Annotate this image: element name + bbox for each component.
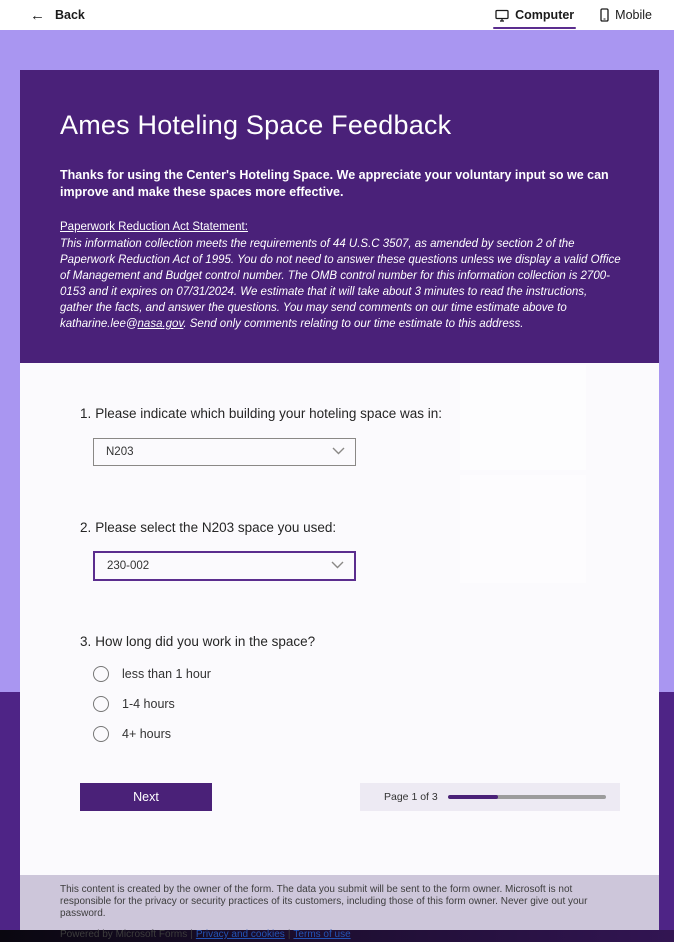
radio-label: 1-4 hours <box>122 697 175 711</box>
radio-option-less-than-1-hour[interactable] <box>93 665 211 683</box>
question-2-text: Please select the N203 space you used: <box>95 520 337 535</box>
radio-label: less than 1 hour <box>122 667 211 681</box>
computer-monitor-icon <box>495 9 509 22</box>
back-button[interactable] <box>30 4 85 26</box>
tab-mobile-label: Mobile <box>615 8 652 22</box>
next-button[interactable]: Next <box>80 783 212 811</box>
progress-indicator <box>360 783 620 811</box>
nasa-email-link[interactable]: nasa.gov <box>137 318 184 330</box>
form-intro-text: Thanks for using the Center's Hoteling Space. We appreciate your voluntary input so we can improve and make these spaces more effective. <box>60 168 609 199</box>
pra-statement-body <box>60 236 622 332</box>
page-count-label: Page 1 of 3 <box>384 791 438 803</box>
radio-label: 4+ hours <box>122 727 171 741</box>
form-card <box>20 70 659 940</box>
building-dropdown-value: N203 <box>106 446 134 458</box>
view-mode-tabs <box>491 0 656 30</box>
top-bar <box>0 0 674 30</box>
form-footer <box>20 875 659 940</box>
question-1-label <box>80 406 442 421</box>
footer-links-line <box>60 929 619 941</box>
question-3-label <box>80 634 315 649</box>
tab-mobile[interactable] <box>596 0 656 30</box>
pra-body-text-1: This information collection meets the requirements of 44 U.S.C 3507, as amended by section 2 of the Paperwork Reduction Act of 1995. You do not need to answer these questions unless we display a valid Office of Management and Budget control number. The OMB control number for this information collection is 2700-0153 and it expires on 07/31/2024. We estimate that it will take about 3 minutes to read the instructions, gather the facts, and answer the questions. You may send comments on our time estimate above to katharine.lee@ <box>60 238 621 330</box>
progress-bar <box>448 795 606 799</box>
radio-circle-icon <box>93 726 109 742</box>
radio-option-4-plus-hours[interactable] <box>93 725 171 743</box>
form-body <box>20 363 659 875</box>
footer-disclaimer: This content is created by the owner of the form. The data you submit will be sent to the form owner. Microsoft is not responsible for the privacy or security practices of its customers, including those of this form owner. Never give out your password. <box>60 884 588 919</box>
form-title: Ames Hoteling Space Feedback <box>60 110 452 140</box>
pra-body-text-2: . Send only comments relating to our time estimate to this address. <box>183 318 524 330</box>
radio-option-1-4-hours[interactable] <box>93 695 175 713</box>
tab-computer[interactable] <box>491 0 578 30</box>
privacy-link[interactable]: Privacy and cookies <box>195 929 285 940</box>
question-2-label <box>80 520 336 535</box>
form-header <box>20 70 659 363</box>
back-label: Back <box>55 8 85 22</box>
background-watermark <box>460 475 586 583</box>
mobile-phone-icon <box>600 8 609 22</box>
background-watermark <box>460 365 586 470</box>
chevron-down-icon <box>332 446 345 458</box>
terms-link[interactable]: Terms of use <box>293 929 351 940</box>
separator: | <box>190 929 193 940</box>
question-1-number: 1. <box>80 406 92 421</box>
question-1-text: Please indicate which building your hoteling space was in: <box>95 406 442 421</box>
radio-circle-icon <box>93 666 109 682</box>
question-2-number: 2. <box>80 520 92 535</box>
separator: | <box>287 929 291 940</box>
back-arrow-icon: ← <box>30 6 45 24</box>
building-dropdown[interactable] <box>93 438 356 466</box>
pra-statement-heading: Paperwork Reduction Act Statement: <box>60 221 248 233</box>
chevron-down-icon <box>331 560 344 572</box>
progress-bar-fill <box>448 795 499 799</box>
space-dropdown-value: 230-002 <box>107 560 150 572</box>
question-3-text: How long did you work in the space? <box>95 634 316 649</box>
tab-computer-label: Computer <box>515 8 575 22</box>
powered-by-label: Powered by Microsoft Forms <box>60 929 188 940</box>
radio-circle-icon <box>93 696 109 712</box>
question-3-number: 3. <box>80 634 92 649</box>
space-dropdown[interactable] <box>93 551 356 581</box>
